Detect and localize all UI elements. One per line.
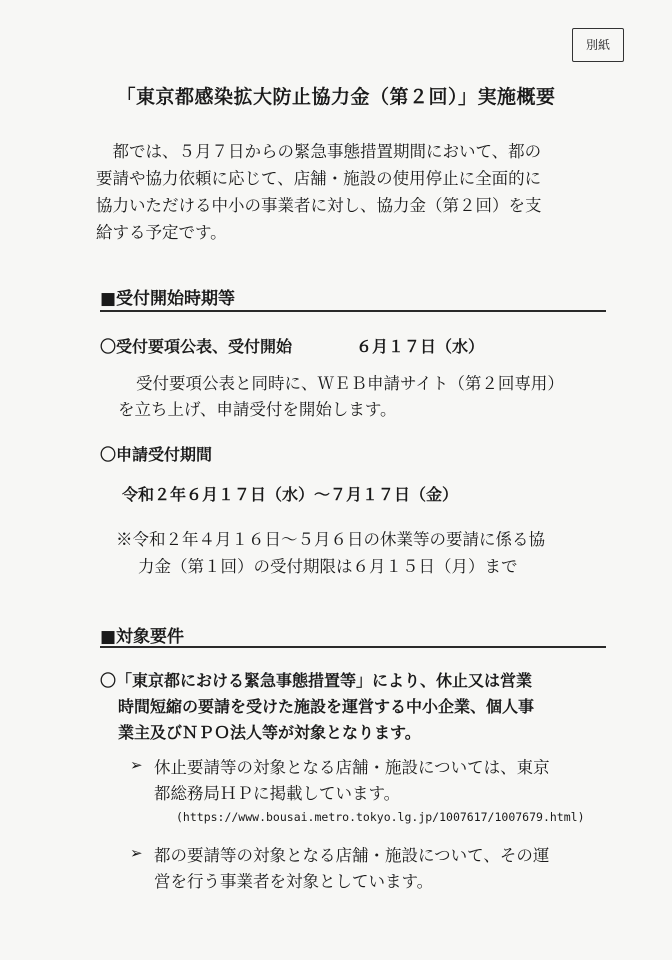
intro-line: 給する予定です。: [96, 223, 227, 242]
section-divider: [100, 646, 606, 648]
note-line: 力金（第１回）の受付期限は６月１５日（月）まで: [138, 557, 518, 576]
intro-line: 協力いただける中小の事業者に対し、協力金（第２回）を支: [96, 196, 542, 215]
application-period-label: 〇申請受付期間: [100, 445, 213, 464]
intro-line: 都では、５月７日からの緊急事態措置期間において、都の: [96, 142, 542, 161]
section-heading-reception: ■受付開始時期等: [100, 289, 236, 309]
reception-start-label: 〇受付要項公表、受付開始: [100, 337, 293, 356]
application-period-value: 令和２年６月１７日（水）～７月１７日（金）: [122, 485, 459, 504]
document-title: 「東京都感染拡大防止協力金（第２回）」実施概要: [116, 86, 556, 108]
bullet-line: 都の要請等の対象となる店舗・施設について、その運: [154, 846, 550, 865]
section-heading-eligibility: ■対象要件: [100, 627, 185, 647]
bullet-line: 休止要請等の対象となる店舗・施設については、東京: [154, 758, 550, 777]
eligibility-line: 時間短縮の要請を受けた施設を運営する中小企業、個人事: [118, 697, 535, 716]
arrow-bullet-icon: ➢: [130, 844, 143, 862]
reception-start-date: ６月１７日（水）: [356, 337, 485, 356]
note-line: ※令和２年４月１６日～５月６日の休業等の要請に係る協: [116, 530, 545, 549]
bullet-line: 都総務局ＨＰに掲載しています。: [154, 784, 401, 803]
reception-desc-line: を立ち上げ、申請受付を開始します。: [118, 400, 397, 419]
reference-url: (https://www.bousai.metro.tokyo.lg.jp/1007617/1007679.html): [176, 810, 585, 824]
eligibility-line: 業主及びＮＰＯ法人等が対象となります。: [118, 723, 421, 742]
eligibility-line: 〇「東京都における緊急事態措置等」により、休止又は営業: [100, 671, 533, 690]
arrow-bullet-icon: ➢: [130, 756, 143, 774]
section-divider: [100, 310, 606, 312]
attachment-badge: 別紙: [572, 28, 624, 62]
intro-line: 要請や協力依頼に応じて、店舗・施設の使用停止に全面的に: [96, 169, 542, 188]
intro-paragraph: [96, 138, 596, 246]
reception-desc-line: 受付要項公表と同時に、ＷＥＢ申請サイト（第２回専用）: [136, 374, 564, 393]
bullet-line: 営を行う事業者を対象としています。: [154, 872, 434, 891]
